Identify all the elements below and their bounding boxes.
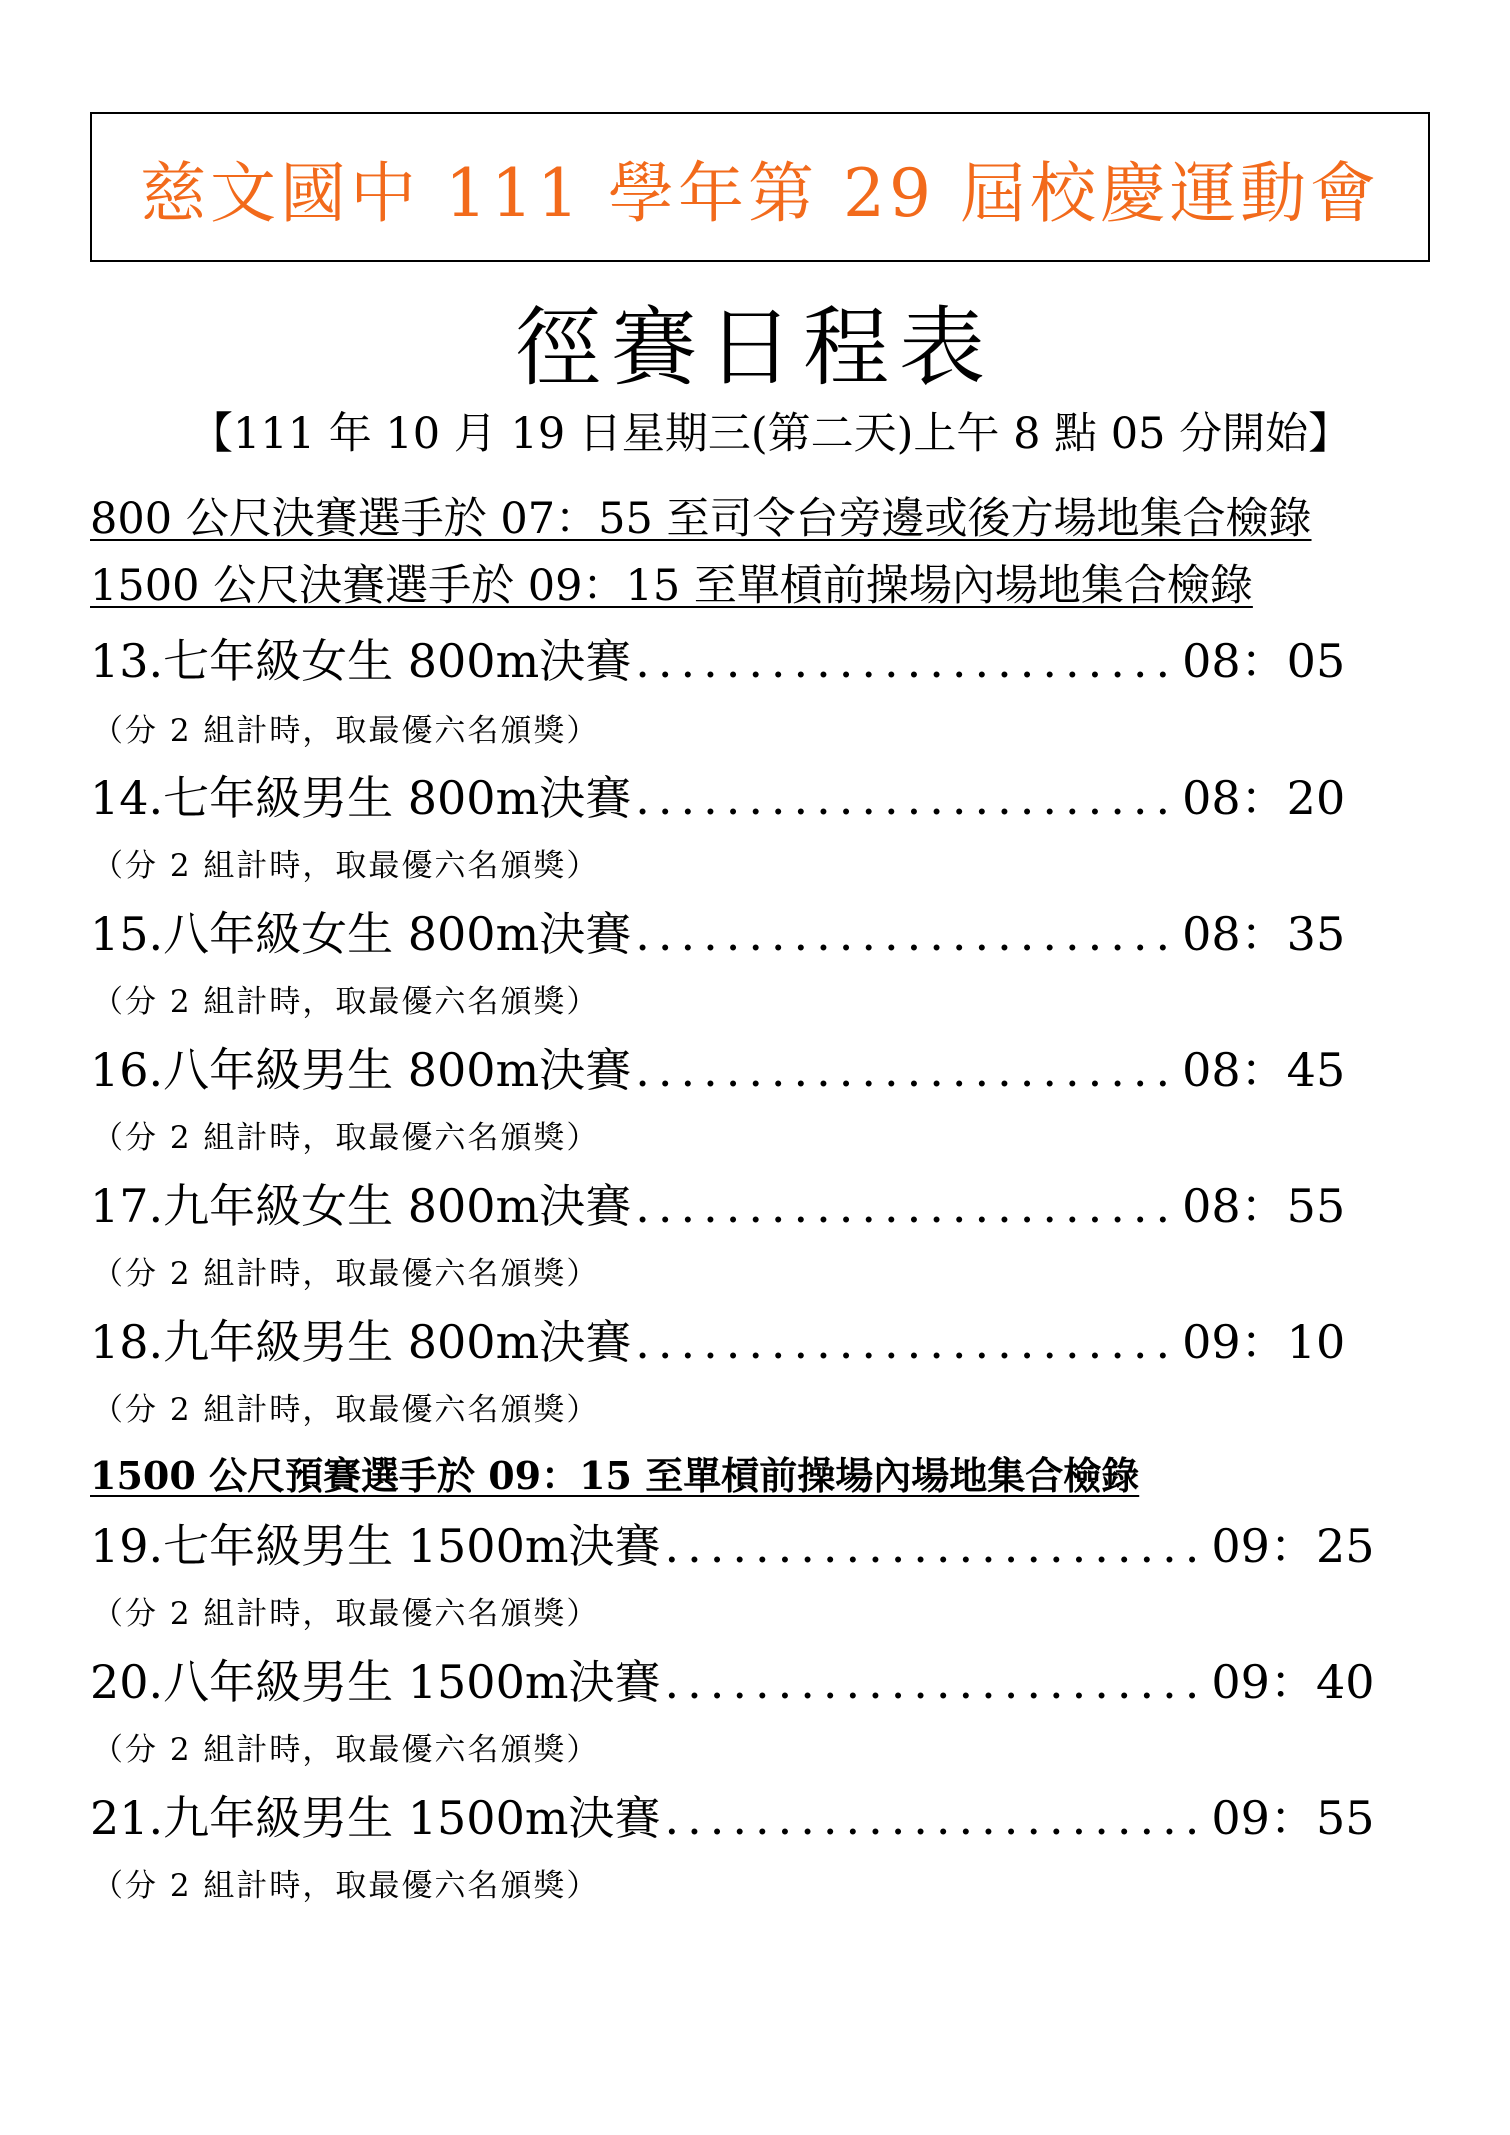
leader-dots: ........................ [664, 1655, 1208, 1709]
event-time: 09：10 [1182, 1315, 1346, 1369]
leader-dots: ........................ [635, 907, 1179, 961]
event-note: （分 2 組計時，取最優六名頒獎） [92, 1868, 600, 1904]
event-row [90, 1170, 1346, 1233]
event-number: 14. [90, 771, 164, 825]
event-row [90, 1782, 1375, 1845]
event-name: 九年級男生 800m決賽 [163, 1315, 632, 1369]
event-row [90, 1510, 1375, 1573]
event-name: 八年級女生 800m決賽 [163, 907, 632, 961]
event-time: 08：35 [1182, 907, 1346, 961]
event-note: （分 2 組計時，取最優六名頒獎） [92, 1596, 600, 1632]
date-line: 【111 年 10 月 19 日星期三(第二天)上午 8 點 05 分開始】 [190, 409, 1352, 459]
notice-800m: 800 公尺決賽選手於 07：55 至司令台旁邊或後方場地集合檢錄 [90, 494, 1312, 544]
event-name: 九年級男生 1500m決賽 [163, 1791, 661, 1845]
event-note: （分 2 組計時，取最優六名頒獎） [92, 848, 600, 884]
event-number: 20. [90, 1655, 164, 1709]
event-title: 慈文國中 111 學年第 29 屆校慶運動會 [140, 154, 1380, 232]
event-name: 九年級女生 800m決賽 [163, 1179, 632, 1233]
leader-dots: ........................ [635, 1315, 1179, 1369]
event-time: 09：55 [1211, 1791, 1375, 1845]
event-note: （分 2 組計時，取最優六名頒獎） [92, 984, 600, 1020]
event-time: 09：25 [1211, 1519, 1375, 1573]
event-number: 15. [90, 907, 164, 961]
event-row [90, 762, 1346, 825]
event-number: 17. [90, 1179, 164, 1233]
notice-1500m-final: 1500 公尺決賽選手於 09：15 至單槓前操場內場地集合檢錄 [90, 561, 1253, 611]
event-number: 19. [90, 1519, 164, 1573]
event-name: 七年級男生 1500m決賽 [163, 1519, 661, 1573]
leader-dots: ........................ [635, 1179, 1179, 1233]
event-row [90, 1306, 1346, 1369]
leader-dots: ........................ [635, 634, 1179, 688]
event-number: 13. [90, 634, 164, 688]
notice-1500m-prelim: 1500 公尺預賽選手於 09：15 至單槓前操場內場地集合檢錄 [90, 1453, 1140, 1498]
event-name: 八年級男生 1500m決賽 [163, 1655, 661, 1709]
event-note: （分 2 組計時，取最優六名頒獎） [92, 1732, 600, 1768]
event-time: 09：40 [1211, 1655, 1375, 1709]
leader-dots: ........................ [635, 1043, 1179, 1097]
event-number: 18. [90, 1315, 164, 1369]
event-note: （分 2 組計時，取最優六名頒獎） [92, 1392, 600, 1428]
event-name: 七年級男生 800m決賽 [163, 771, 632, 825]
event-number: 16. [90, 1043, 164, 1097]
event-note: （分 2 組計時，取最優六名頒獎） [92, 1120, 600, 1156]
event-row [90, 1034, 1346, 1097]
event-row [90, 898, 1346, 961]
leader-dots: ........................ [664, 1519, 1208, 1573]
event-time: 08：45 [1182, 1043, 1346, 1097]
event-note: （分 2 組計時，取最優六名頒獎） [92, 1256, 600, 1292]
title-box [90, 112, 1430, 262]
event-number: 21. [90, 1791, 164, 1845]
schedule-subtitle: 徑賽日程表 [515, 298, 995, 398]
event-row [90, 1646, 1375, 1709]
leader-dots: ........................ [635, 771, 1179, 825]
event-name: 七年級女生 800m決賽 [163, 634, 632, 688]
event-time: 08：20 [1182, 771, 1346, 825]
event-time: 08：05 [1182, 634, 1346, 688]
event-note: （分 2 組計時，取最優六名頒獎） [92, 713, 600, 749]
event-name: 八年級男生 800m決賽 [163, 1043, 632, 1097]
event-row [90, 625, 1346, 688]
event-time: 08：55 [1182, 1179, 1346, 1233]
leader-dots: ........................ [664, 1791, 1208, 1845]
